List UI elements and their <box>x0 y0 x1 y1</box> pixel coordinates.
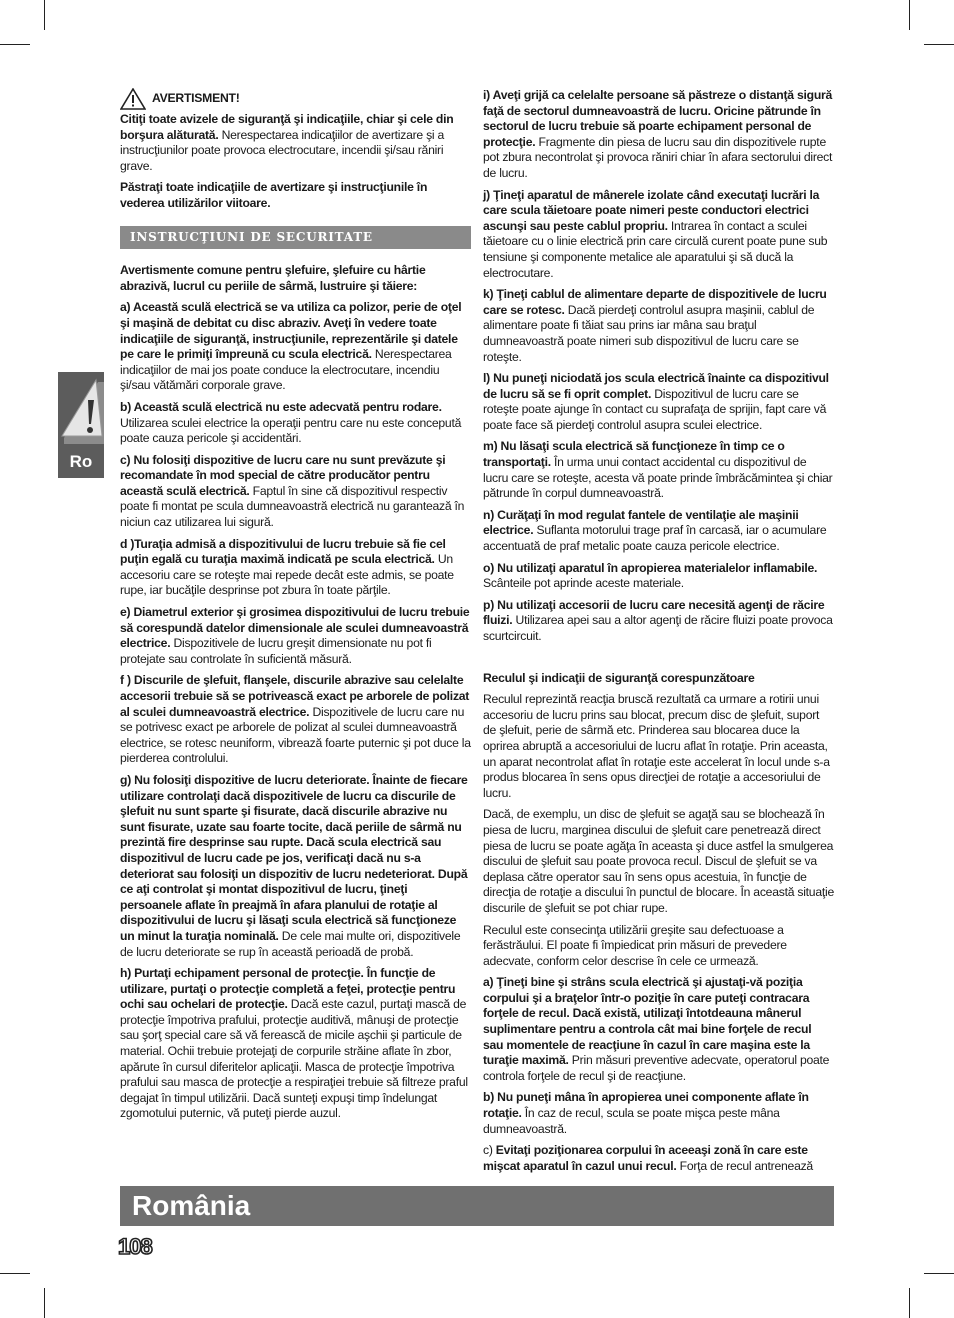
recul-item-b: b) Nu puneţi mâna în apropierea unei componente aflate în rotaţie. În caz de recul, scula se poate mişca peste mâna dumneavoastră. <box>483 1090 809 1136</box>
recul-paragraph-3: Reculul este consecinţa utilizării greşite sau defectuoase a ferăstrăului. El poate fi împiedicat prin măsuri de prevedere adecvate, conform celor descrise în cele ce urmează. <box>483 922 787 968</box>
footer-country-bar <box>120 1186 834 1226</box>
warning-triangle-icon <box>120 88 146 110</box>
item-a: a) Această sculă electrică se va utiliza ca polizor, perie de oţel şi maşină de debitat cu disc abraziv. Aveţi în vedere toate indicaţiile de siguranţă, instrucţiunile, reprezentările şi datele pe care le primiţi împreună cu scula electrică. Nerespectarea indicaţiilor de mai jos poate conduce la electrocutare, incendiu şi/sau vătămări corporale grave. <box>120 300 462 393</box>
recul-paragraph-2: Dacă, de exemplu, un disc de şlefuit se agaţă sau se blochează în piesa de lucru, marginea discului de şlefuit care penetrează direct piesa de lucru se poate agăţa în aceasta şi duce astfel la smulgerea discului de şlefuit sau poate provoca recul. Discul de şlefuit se va deplasa către operator sau în sens opus acestuia, în funcţie de direcţia de rotaţie a discului în punctul de blocare. În această situaţie discurile de şlefuit se pot chiar rupe. <box>483 807 834 915</box>
exclamation-icon <box>58 372 104 452</box>
item-b: b) Această sculă electrică nu este adecvată pentru rodare. Utilizarea sculei electrice la operaţii pentru care nu este concepută poate cauza pericole şi accidentări. <box>120 399 462 446</box>
recul-item-a: a) Ţineţi bine şi strâns scula electrică şi ajustaţi-vă poziţia corpului şi a braţelor într-o poziţie în care puteţi contracara forţele de recul. Dacă există, utilizaţi întotdeauna mânerul suplimentare pentru a controla cât mai bine forţele de recul sau momentele de reacţiune în cazul în care maşina este la turaţie maximă. Prin măsuri preventive adecvate, operatorul poate controla forţele de recul şi de reacţiune. <box>483 975 830 1083</box>
crop-mark <box>924 44 954 45</box>
crop-mark <box>44 0 45 30</box>
page-number: 108 <box>118 1234 152 1259</box>
recul-paragraph-1: Reculul reprezintă reacţia bruscă rezultată ca urmare a rotirii unui accesoriu de lucru prins sau blocat, precum disc de şlefuit, suport de şlefuit, perie de sârmă etc. Prinderea sau blocarea duce la oprirea abruptă a accesoriului de lucru aflat în rotaţie. Prin aceasta, un aparat necontrolat aflat în rotaţie este accelerat în locul unde s-a produs blocarea în sens opus direcţiei de rotaţie a accesoriului de lucru. <box>483 692 830 800</box>
intro-paragraph: Avertismente comune pentru şlefuire, şlefuire cu hârtie abrazivă, lucrul cu periile de sârmă, lustruire şi tăiere: <box>120 263 426 293</box>
country-title: România <box>132 1190 251 1221</box>
item-h: h) Purtaţi echipament personal de protecţie. În funcţie de utilizare, purtaţi o protecţie completă a feţei, protecţie pentru ochi sau ochelari de protecţie. Dacă este cazul, purtaţi mască de protecţie împotriva prafului, protecţie auditivă, mânuşi de protecţie sau şorţ special care să vă ferească de micile aşchii şi particule de material. Ochii trebuie protejaţi de corpurile străine aflate în zbor, apărute în cursul diferitelor aplicaţii. Masca de protecţie împotriva prafului sau masca de protecţie a respiraţiei trebuie să filtreze praful degajat în timpul utilizării. Dacă sunteţi expuşi timp îndelungat zgomotului puternic, vă puteţi pierde auzul. <box>120 966 468 1121</box>
language-code: Ro <box>69 452 93 471</box>
crop-mark <box>909 1288 910 1318</box>
crop-mark <box>44 1288 45 1318</box>
left-column <box>120 88 471 1128</box>
warning-header <box>120 88 471 110</box>
language-tab <box>58 372 104 478</box>
item-g: g) Nu folosiţi dispozitive de lucru deteriorate. Înainte de fiecare utilizare controlaţi dacă dispozitivele de lucru ca discurile de şlefuit nu sunt sparte şi fisurate, dacă discurile abrazive nu sunt fisurate, uzate sau foarte tocite, dacă periile de sârmă nu prezintă fire desprinse sau rupte. Dacă scula electrică sau dispozitivul de lucru cade pe jos, verificaţi dacă nu s-a deteriorat sau folosiţi un dispozitiv de lucru nedeteriorat. După ce aţi controlat şi montat dispozitivul de lucru, ţineţi persoanele aflate în preajmă în afara planului de rotaţie al dispozitivului de lucru şi lăsaţi scula electrică să funcţioneze un minut la turaţia nominală. De cele mai multe ori, dispozitivele de lucru deteriorate se rup în această perioadă de probă. <box>120 772 468 959</box>
item-e: e) Diametrul exterior şi grosimea dispozitivului de lucru trebuie să corespundă datelor dimensionale ale sculei dumneavoastră electrice. Dispozitivele de lucru greşit dimensionate nu pot fi protejate sau controlate în suficientă măsură. <box>120 605 470 666</box>
item-j: j) Ţineţi aparatul de mânerele izolate când executaţi lucrări la care scula tăietoare poate nimeri peste conductori electrici ascunşi sau peste cablul propriu. Intrarea în contact a sculei tăietoare cu o linie electrică prin care circulă curent poate pune sub tensiune şi componente metalice ale aparatului şi să ducă la electrocutare. <box>483 187 828 280</box>
item-p: p) Nu utilizaţi accesorii de lucru care necesită agenţi de răcire fluizi. Utilizarea apei sau a altor agenţi de răcire fluizi poate provoca scurtcircuit. <box>483 597 833 643</box>
item-f: f ) Discurile de şlefuit, flanşele, discurile abrazive sau celelalte accesorii trebuie să se potrivească exact pe arborele de polizat al sculei dumneavoastră electrice. Dispozitivele de lucru care nu se potrivesc exact pe arborele de polizat al sculei dumneavoastră electrice, se rotesc neuniform, vibrează foarte puternic şi pot duce la pierderea controlului. <box>120 673 471 766</box>
crop-mark <box>909 0 910 30</box>
item-d: d )Turaţia admisă a dispozitivului de lucru trebuie să fie cel puţin egală cu turaţia maximă indicată pe scula electrică. Un accesoriu care se roteşte mai repede decât este admis, se poate rupe, iar bucăţile desprinse pot zbura în toate părţile. <box>120 536 454 598</box>
recul-heading: Reculul şi indicaţii de siguranţă corespunzătoare <box>483 670 755 685</box>
crop-mark <box>0 1273 30 1274</box>
warning-label: AVERTISMENT! <box>152 91 240 106</box>
warning-paragraph-2: Păstraţi toate indicaţiile de avertizare şi instrucţiunile în vederea utilizărilor viitoare. <box>120 180 428 210</box>
crop-mark <box>924 1273 954 1274</box>
warning-paragraph-1: Citiţi toate avizele de siguranţă şi indicaţiile, chiar şi cele din borşura alăturată. Nerespectarea indicaţiilor de avertizare şi a instrucţiunilor poate provoca electrocutare, incendii şi/sau răniri grave. <box>120 112 454 173</box>
item-l: l) Nu puneţi niciodată jos scula electrică înainte ca dispozitivul de lucru să se fi oprit complet. Dispozitivul de lucru care se roteşte poate ajunge în contact cu suprafaţa de sprijin, fapt care vă poate face să pierdeţi controlul asupra sculei electrice. <box>483 371 829 432</box>
item-m: m) Nu lăsaţi scula electrică să funcţioneze în timp ce o transportaţi. În urma unui contact accidental cu dispozitivul de lucru care se roteşte, acesta vă poate prinde îmbrăcămintea şi chiar pătrunde în corpul dumneavoastră. <box>483 439 833 501</box>
item-i: i) Aveţi grijă ca celelalte persoane să păstreze o distanţă sigură faţă de sectorul dumneavoastră de lucru. Oricine pătrunde în sectorul de lucru trebuie să poarte echipament personal de protecţie. Fragmente din piesa de lucru sau din dispozitivele rupte pot zbura necontrolat şi provoca răniri chiar în afara sectorului direct de lucru. <box>483 88 833 180</box>
crop-mark <box>0 44 30 45</box>
item-n: n) Curăţaţi în mod regulat fantele de ventilaţie ale maşinii electrice. Suflanta motorului trage praf în carcasă, iar o acumulare accentuată de praf metalic poate cauza pericole electrice. <box>483 507 827 554</box>
right-column <box>483 88 834 1180</box>
item-k: k) Ţineţi cablul de alimentare departe de dispozitivele de lucru care se rotesc. Dacă pierdeţi controlul asupra maşinii, cablul de alimentare poate fi tăiat sau prins iar mâna sau braţul dumneavoastră poate nimeri sub dispozitivul de lucru care se roteşte. <box>483 287 827 364</box>
item-c: c) Nu folosiţi dispozitive de lucru care nu sunt prevăzute şi recomandate în mod special de către producător pentru această sculă electrică. Faptul în sine că dispozitivul respectiv poate fi montat pe scula dumneavoastră electrică nu garantează în niciun caz utilizarea lui sigură. <box>120 452 465 530</box>
section-title-bar: INSTRUCŢIUNI DE SECURITATE <box>120 226 471 250</box>
recul-item-c: c) Evitaţi poziţionarea corpului în aceeaşi zonă în care este mişcat aparatul în cazul unui recul. Forţa de recul antrenează <box>483 1143 813 1173</box>
item-o: o) Nu utilizaţi aparatul în apropierea materialelor inflamabile. Scânteile pot aprinde aceste materiale. <box>483 560 818 591</box>
